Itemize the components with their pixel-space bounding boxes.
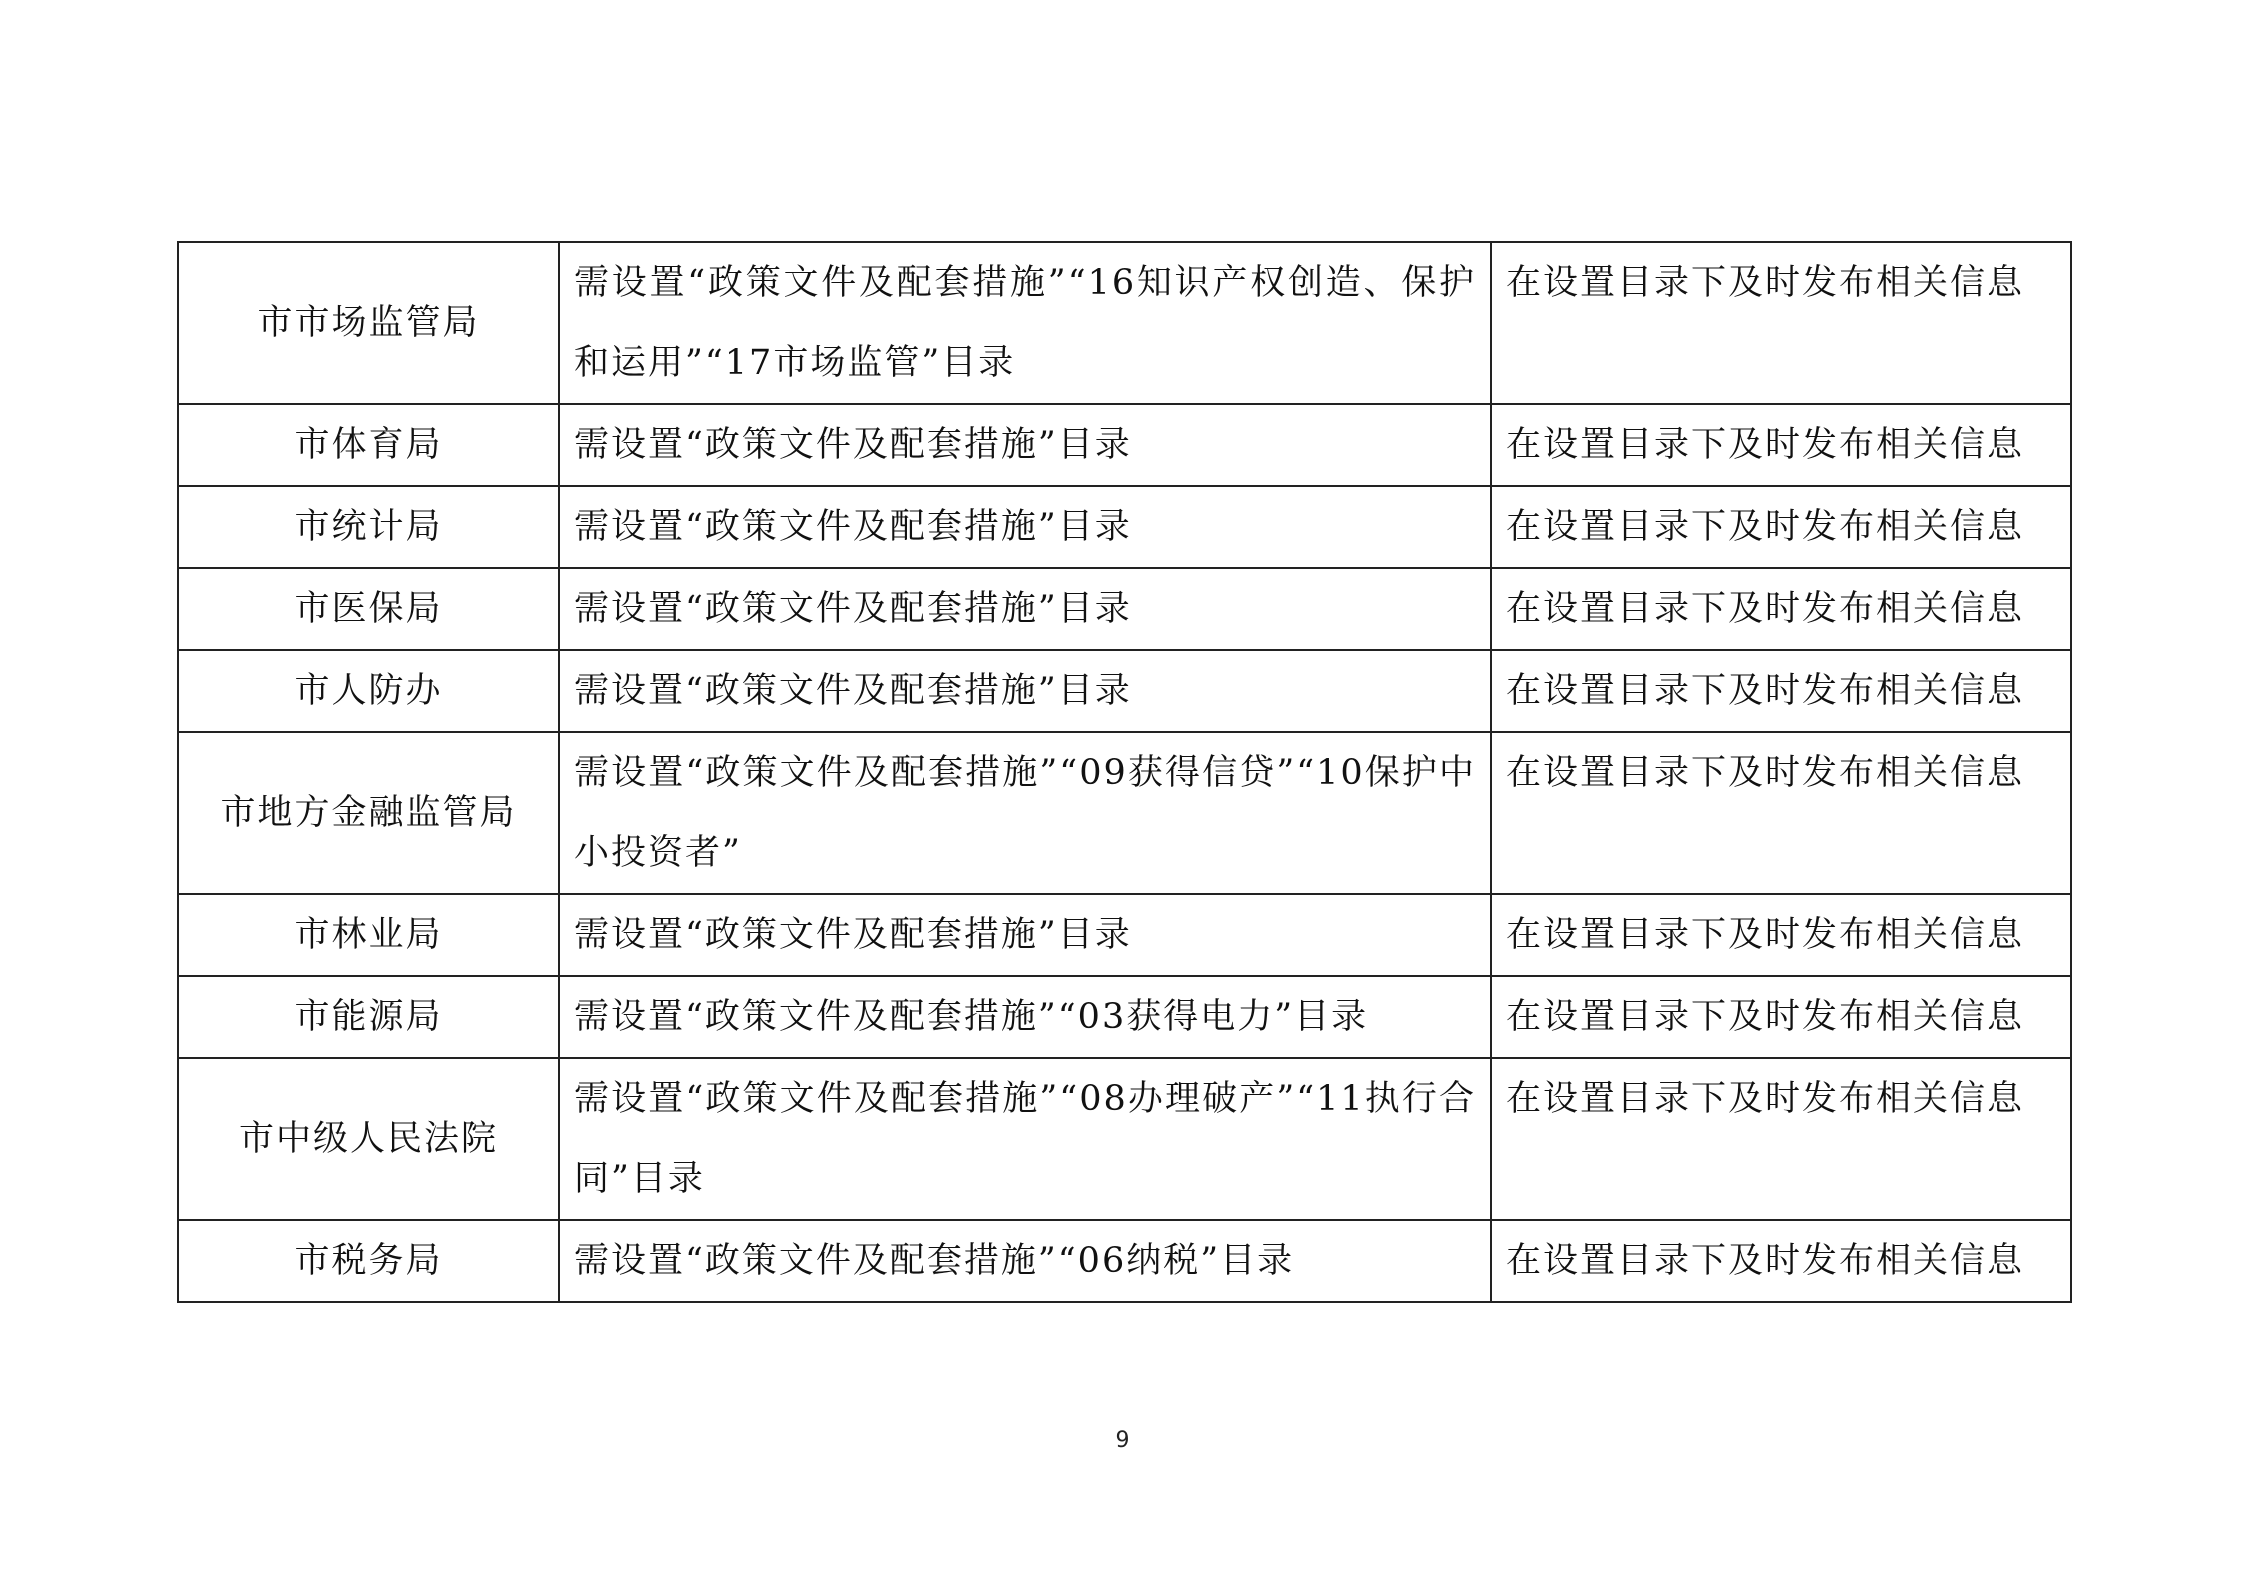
requirement-cell: 需设置“政策文件及配套措施”目录 — [559, 568, 1491, 650]
department-cell: 市地方金融监管局 — [178, 732, 559, 894]
table-row — [178, 242, 2071, 404]
action-cell: 在设置目录下及时发布相关信息 — [1491, 486, 2071, 568]
department-requirements-table — [177, 241, 2072, 1303]
department-cell: 市税务局 — [178, 1220, 559, 1302]
requirement-cell: 需设置“政策文件及配套措施”“03获得电力”目录 — [559, 976, 1491, 1058]
action-cell: 在设置目录下及时发布相关信息 — [1491, 1058, 2071, 1220]
department-cell: 市体育局 — [178, 404, 559, 486]
requirement-cell: 需设置“政策文件及配套措施”目录 — [559, 894, 1491, 976]
table-row — [178, 650, 2071, 732]
requirement-cell: 需设置“政策文件及配套措施”“06纳税”目录 — [559, 1220, 1491, 1302]
action-cell: 在设置目录下及时发布相关信息 — [1491, 732, 2071, 894]
action-cell: 在设置目录下及时发布相关信息 — [1491, 568, 2071, 650]
page-number: 9 — [1115, 1428, 1130, 1453]
table-row — [178, 894, 2071, 976]
requirement-cell: 需设置“政策文件及配套措施”目录 — [559, 486, 1491, 568]
table-row — [178, 568, 2071, 650]
action-cell: 在设置目录下及时发布相关信息 — [1491, 242, 2071, 404]
table-row — [178, 1058, 2071, 1220]
action-cell: 在设置目录下及时发布相关信息 — [1491, 894, 2071, 976]
department-cell: 市市场监管局 — [178, 242, 559, 404]
department-cell: 市统计局 — [178, 486, 559, 568]
requirement-cell: 需设置“政策文件及配套措施”目录 — [559, 404, 1491, 486]
table-row — [178, 976, 2071, 1058]
action-cell: 在设置目录下及时发布相关信息 — [1491, 404, 2071, 486]
table-row — [178, 1220, 2071, 1302]
requirement-cell: 需设置“政策文件及配套措施”“08办理破产”“11执行合同”目录 — [559, 1058, 1491, 1220]
table-row — [178, 404, 2071, 486]
department-cell: 市人防办 — [178, 650, 559, 732]
requirement-cell: 需设置“政策文件及配套措施”“09获得信贷”“10保护中小投资者” — [559, 732, 1491, 894]
action-cell: 在设置目录下及时发布相关信息 — [1491, 976, 2071, 1058]
table-row — [178, 732, 2071, 894]
requirement-cell: 需设置“政策文件及配套措施”“16知识产权创造、保护和运用”“17市场监管”目录 — [559, 242, 1491, 404]
action-cell: 在设置目录下及时发布相关信息 — [1491, 1220, 2071, 1302]
department-cell: 市林业局 — [178, 894, 559, 976]
table-row — [178, 486, 2071, 568]
department-cell: 市能源局 — [178, 976, 559, 1058]
department-cell: 市中级人民法院 — [178, 1058, 559, 1220]
department-cell: 市医保局 — [178, 568, 559, 650]
action-cell: 在设置目录下及时发布相关信息 — [1491, 650, 2071, 732]
requirement-cell: 需设置“政策文件及配套措施”目录 — [559, 650, 1491, 732]
